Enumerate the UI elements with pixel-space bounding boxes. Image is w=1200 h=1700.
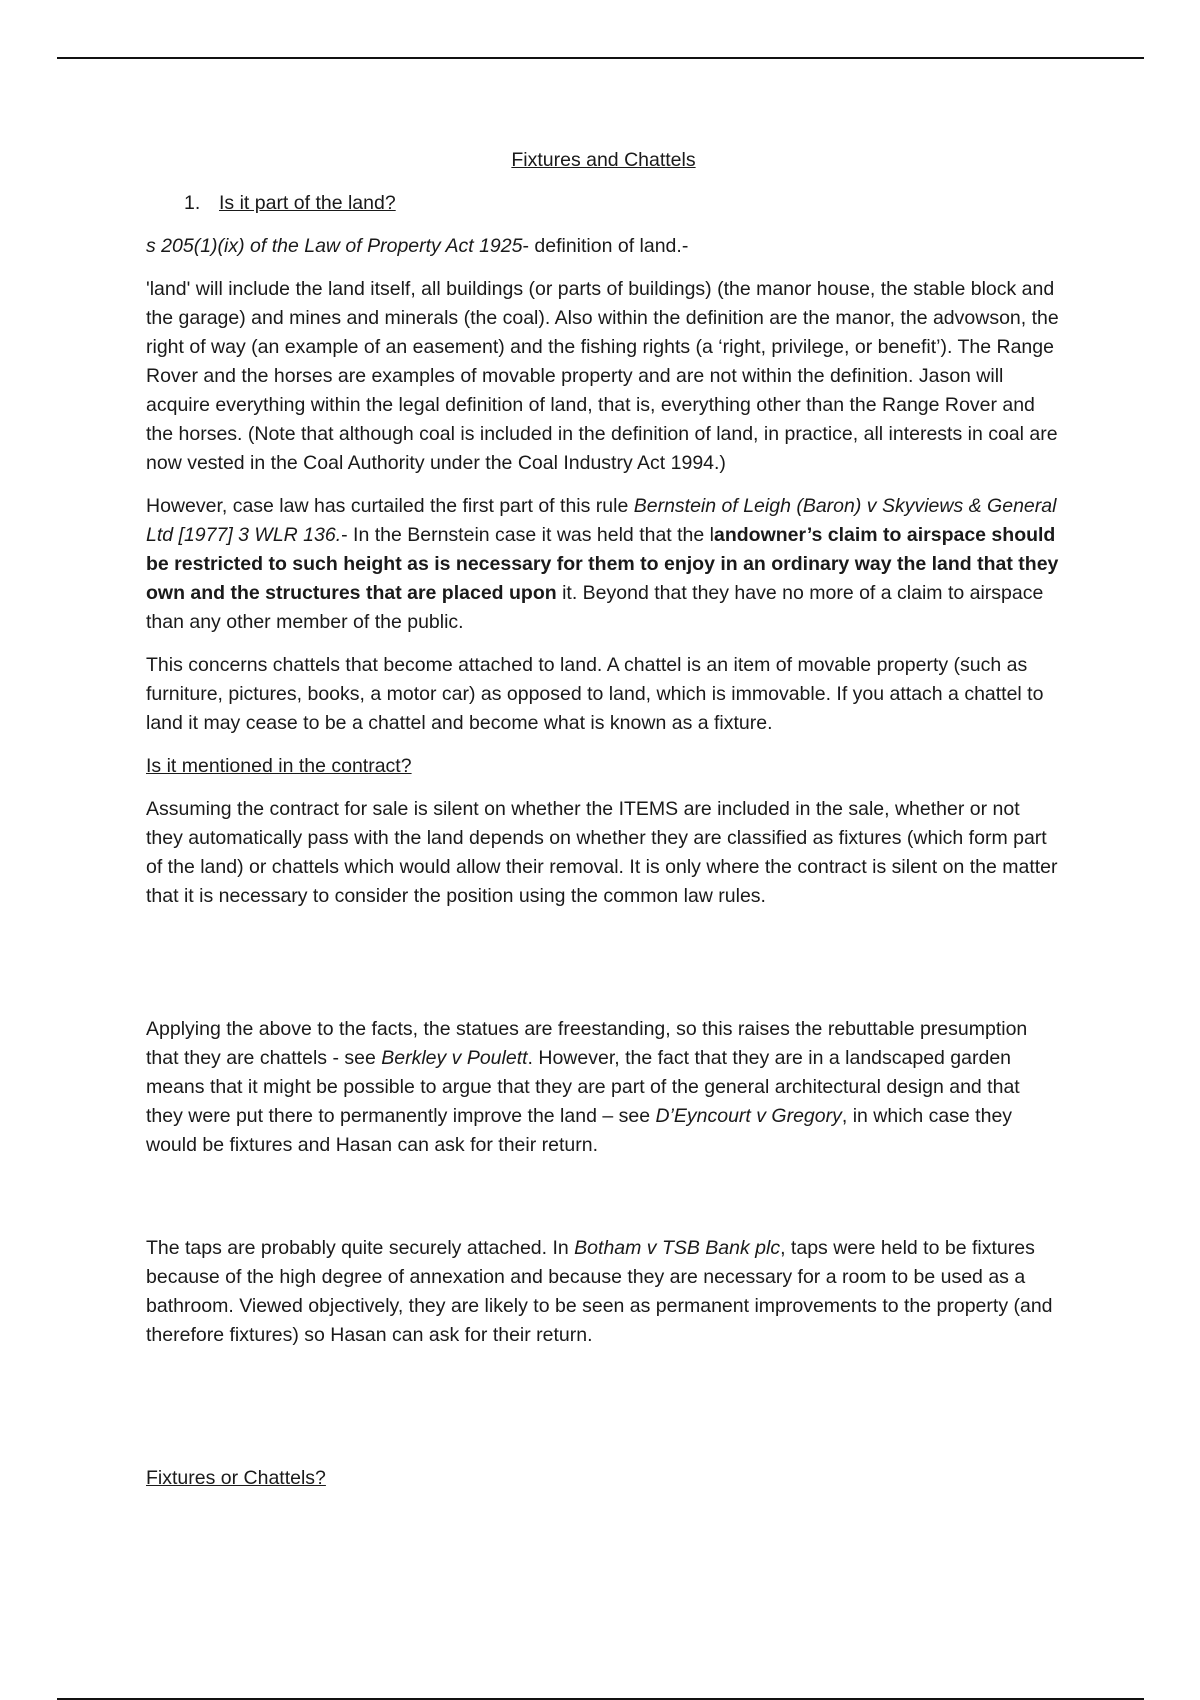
case-citation: Bernstein of Leigh (Baron) v Skyviews & General Ltd [1977] 3 WLR 136. <box>146 495 1057 546</box>
heading-fixtures-or-chattels: Fixtures or Chattels? <box>146 1467 326 1489</box>
statute-citation: s 205(1)(ix) of the Law of Property Act 1925 <box>146 235 523 257</box>
text-run: . However, the fact that they are in a landscaped garden means that it might be possible to argue that they are part of the general architectural design and that they were put there to permanently improve the land – see <box>146 1047 1020 1127</box>
text-run: it. Beyond that they have no more of a claim to airspace than any other member of the public. <box>146 582 1044 633</box>
text-run: The taps are probably quite securely attached. In <box>146 1237 575 1259</box>
case-citation: Botham v TSB Bank plc <box>574 1237 781 1259</box>
heading-contract: Is it mentioned in the contract? <box>146 755 412 777</box>
statute-rest: - definition of land.- <box>522 235 689 257</box>
text-run: , in which case they would be fixtures and Hasan can ask for their return. <box>146 1105 1013 1156</box>
text-run: However, case law has curtailed the first part of this rule <box>146 495 634 517</box>
paragraph-statues <box>146 1015 1061 1160</box>
blank-space <box>146 1174 1061 1234</box>
list-number: 1. <box>184 192 201 214</box>
section-heading-1 <box>146 189 1061 218</box>
paragraph-contract: Assuming the contract for sale is silent on whether the ITEMS are included in the sale, whether or not they automatically pass with the land depends on whether they are classified as fixtures (which form part of the land) or chattels which would allow their removal. It is only where the contract is silent on the matter that it is necessary to consider the position using the common law rules. <box>146 798 1058 907</box>
text-run: - In the Bernstein case it was held that the l <box>341 524 714 546</box>
document-title: Fixtures and Chattels <box>511 149 696 171</box>
paragraph-chattels: This concerns chattels that become attached to land. A chattel is an item of movable property (such as furniture, pictures, books, a motor car) as opposed to land, which is immovable. If you attach a chattel to land it may cease to be a chattel and become what is known as a fixture. <box>146 654 1044 734</box>
case-citation: D’Eyncourt v Gregory <box>655 1105 842 1127</box>
header-rule <box>57 57 1144 59</box>
text-run: , taps were held to be fixtures because of the high degree of annexation and because they are necessary for a room to be used as a bathroom. Viewed objectively, they are likely to be seen as permanent improvements to the property (and therefore fixtures) so Hasan can ask for their return. <box>146 1237 1053 1346</box>
text-run: Applying the above to the facts, the statues are freestanding, so this raises the rebuttable presumption that they are chattels - see <box>146 1018 1028 1069</box>
case-citation: Berkley v Poulett <box>381 1047 528 1069</box>
section-heading-text: Is it part of the land? <box>219 192 396 214</box>
paragraph-land-definition: 'land' will include the land itself, all buildings (or parts of buildings) (the manor house, the stable block and the garage) and mines and minerals (the coal). Also within the definition are the manor, the advowson, the right of way (an example of an easement) and the fishing rights (a ‘right, privilege, or benefit’). The Range Rover and the horses are examples of movable property and are not within the definition. Jason will acquire everything within the legal definition of land, that is, everything other than the Range Rover and the horses. (Note that although coal is included in the definition of land, in practice, all interests in coal are now vested in the Coal Authority under the Coal Industry Act 1994.) <box>146 278 1059 474</box>
blank-space <box>146 925 1061 1015</box>
bold-text: andowner’s claim to airspace should be restricted to such height as is necessary for them to enjoy in an ordinary way the land that they own and the structures that are placed upon <box>146 524 1059 604</box>
paragraph-taps <box>146 1234 1061 1350</box>
blank-space <box>146 1364 1061 1464</box>
statute-reference <box>146 232 1061 261</box>
document-body <box>146 146 1061 1507</box>
paragraph-airspace <box>146 492 1061 637</box>
